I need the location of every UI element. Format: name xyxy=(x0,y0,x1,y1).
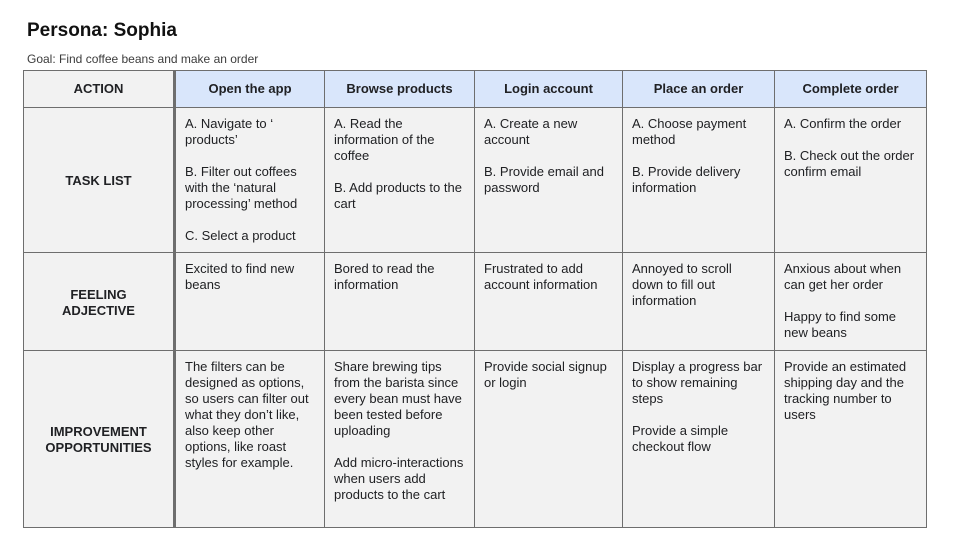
persona-goal: Goal: Find coffee beans and make an order xyxy=(27,52,259,66)
task-cell-complete-order: A. Confirm the order B. Check out the order confirm email xyxy=(775,108,927,253)
improvement-cell-place-order: Display a progress bar to show remaining steps Provide a simple checkout flow xyxy=(623,351,775,528)
improvement-row xyxy=(24,351,927,528)
task-cell-open-app: A. Navigate to ‘ products’ B. Filter out coffees with the ‘natural processing’ method C. Select a product xyxy=(175,108,325,253)
stage-complete-order: Complete order xyxy=(775,71,927,108)
task-cell-place-order: A. Choose payment method B. Provide delivery information xyxy=(623,108,775,253)
stage-header-row xyxy=(24,71,927,108)
feeling-cell-complete-order: Anxious about when can get her order Happy to find some new beans xyxy=(775,253,927,351)
stage-login-account: Login account xyxy=(475,71,623,108)
page-title: Persona: Sophia xyxy=(27,20,177,41)
improvement-cell-open-app: The filters can be designed as options, so users can filter out what they don’t like, also keep other options, like roast styles for example. xyxy=(175,351,325,528)
journey-map-table xyxy=(23,70,927,528)
task-list-label: TASK LIST xyxy=(24,108,175,253)
stage-place-order: Place an order xyxy=(623,71,775,108)
task-cell-login-account: A. Create a new account B. Provide email and password xyxy=(475,108,623,253)
feeling-label: FEELING ADJECTIVE xyxy=(24,253,175,351)
feeling-row xyxy=(24,253,927,351)
action-header: ACTION xyxy=(24,71,175,108)
feeling-cell-place-order: Annoyed to scroll down to fill out information xyxy=(623,253,775,351)
feeling-cell-open-app: Excited to find new beans xyxy=(175,253,325,351)
stage-browse-products: Browse products xyxy=(325,71,475,108)
improvement-label: IMPROVEMENT OPPORTUNITIES xyxy=(24,351,175,528)
stage-open-app: Open the app xyxy=(175,71,325,108)
improvement-cell-complete-order: Provide an estimated shipping day and the tracking number to users xyxy=(775,351,927,528)
improvement-cell-browse-products: Share brewing tips from the barista since every bean must have been tested before uploading Add micro-interactions when users add products to the cart xyxy=(325,351,475,528)
task-cell-browse-products: A. Read the information of the coffee B. Add products to the cart xyxy=(325,108,475,253)
improvement-cell-login-account: Provide social signup or login xyxy=(475,351,623,528)
feeling-cell-login-account: Frustrated to add account information xyxy=(475,253,623,351)
feeling-cell-browse-products: Bored to read the information xyxy=(325,253,475,351)
task-list-row xyxy=(24,108,927,253)
